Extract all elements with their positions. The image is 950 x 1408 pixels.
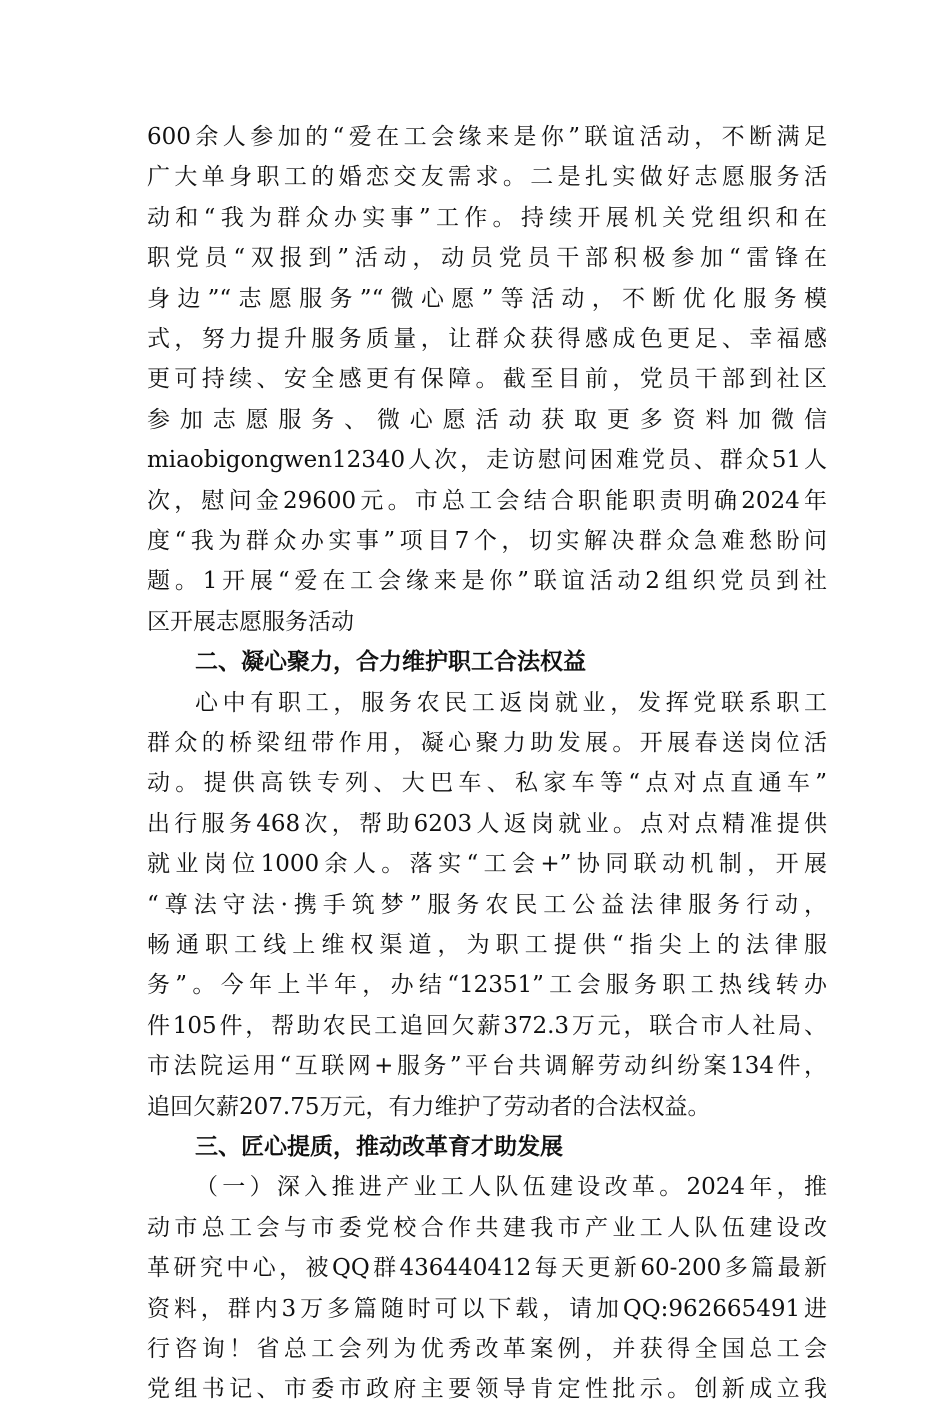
paragraph-line: 革研究中心，被QQ群436440412每天更新60-200多篇最新 bbox=[147, 1255, 827, 1282]
paragraph-line: 党组书记、市委市政府主要领导肯定性批示。创新成立我 bbox=[147, 1376, 827, 1403]
paragraph-line: 资料，群内3万多篇随时可以下载，请加QQ:962665491进 bbox=[147, 1295, 827, 1322]
paragraph-line: 参加志愿服务、微心愿活动获取更多资料加微信 bbox=[147, 406, 827, 433]
paragraph-line: 职党员“双报到”活动，动员党员干部积极参加“雷锋在 bbox=[147, 245, 827, 272]
paragraph-line: 身边”“志愿服务”“微心愿”等活动，不断优化服务模 bbox=[147, 285, 827, 312]
paragraph-line: 更可持续、安全感更有保障。截至目前，党员干部到社区 bbox=[147, 366, 827, 393]
paragraph-line: 就业岗位1000余人。落实“工会+”协同联动机制，开展 bbox=[147, 851, 827, 878]
paragraph-line: “尊法守法·携手筑梦”服务农民工公益法律服务行动， bbox=[147, 891, 827, 918]
paragraph-line: 心中有职工，服务农民工返岗就业，发挥党联系职工 bbox=[195, 689, 827, 716]
paragraph-line: 600余人参加的“爱在工会缘来是你”联谊活动，不断满足 bbox=[147, 124, 827, 150]
paragraph-line: 群众的桥梁纽带作用，凝心聚力助发展。开展春送岗位活 bbox=[147, 730, 827, 756]
paragraph-line: 式，努力提升服务质量，让群众获得感成色更足、幸福感 bbox=[147, 326, 827, 352]
paragraph-line: 件105件，帮助农民工追回欠薪372.3万元，联合市人社局、 bbox=[147, 1012, 827, 1039]
paragraph-line: 动市总工会与市委党校合作共建我市产业工人队伍建设改 bbox=[147, 1214, 827, 1241]
paragraph-line: miaobigongwen12340人次，走访慰问困难党员、群众51人 bbox=[147, 447, 827, 474]
section-heading: 三、匠心提质，推动改革育才助发展 bbox=[195, 1134, 563, 1160]
paragraph-line: 追回欠薪207.75万元，有力维护了劳动者的合法权益。 bbox=[147, 1093, 711, 1120]
paragraph-line: 务”。今年上半年，办结“12351”工会服务职工热线转办 bbox=[147, 972, 827, 999]
paragraph-line: 广大单身职工的婚恋交友需求。二是扎实做好志愿服务活 bbox=[147, 164, 827, 191]
paragraph-line: 动。提供高铁专列、大巴车、私家车等“点对点直通车” bbox=[147, 770, 827, 797]
paragraph-line: 度“我为群众办实事”项目7个，切实解决群众急难愁盼问 bbox=[147, 528, 827, 554]
paragraph-line: 行咨询！省总工会列为优秀改革案例，并获得全国总工会 bbox=[147, 1336, 827, 1362]
paragraph-line: 区开展志愿服务活动 bbox=[147, 608, 354, 635]
paragraph-line: 次，慰问金29600元。市总工会结合职能职责明确2024年 bbox=[147, 487, 827, 514]
paragraph-line: 市法院运用“互联网+服务”平台共调解劳动纠纷案134件， bbox=[147, 1053, 827, 1080]
paragraph-line: （一）深入推进产业工人队伍建设改革。2024年，推 bbox=[195, 1174, 827, 1201]
paragraph-line: 出行服务468次，帮助6203人返岗就业。点对点精准提供 bbox=[147, 810, 827, 837]
section-heading: 二、凝心聚力，合力维护职工合法权益 bbox=[195, 649, 586, 676]
paragraph-line: 题。1开展“爱在工会缘来是你”联谊活动2组织党员到社 bbox=[147, 568, 827, 595]
paragraph-line: 动和“我为群众办实事”工作。持续开展机关党组织和在 bbox=[147, 204, 827, 231]
paragraph-line: 畅通职工线上维权渠道，为职工提供“指尖上的法律服 bbox=[147, 932, 827, 958]
